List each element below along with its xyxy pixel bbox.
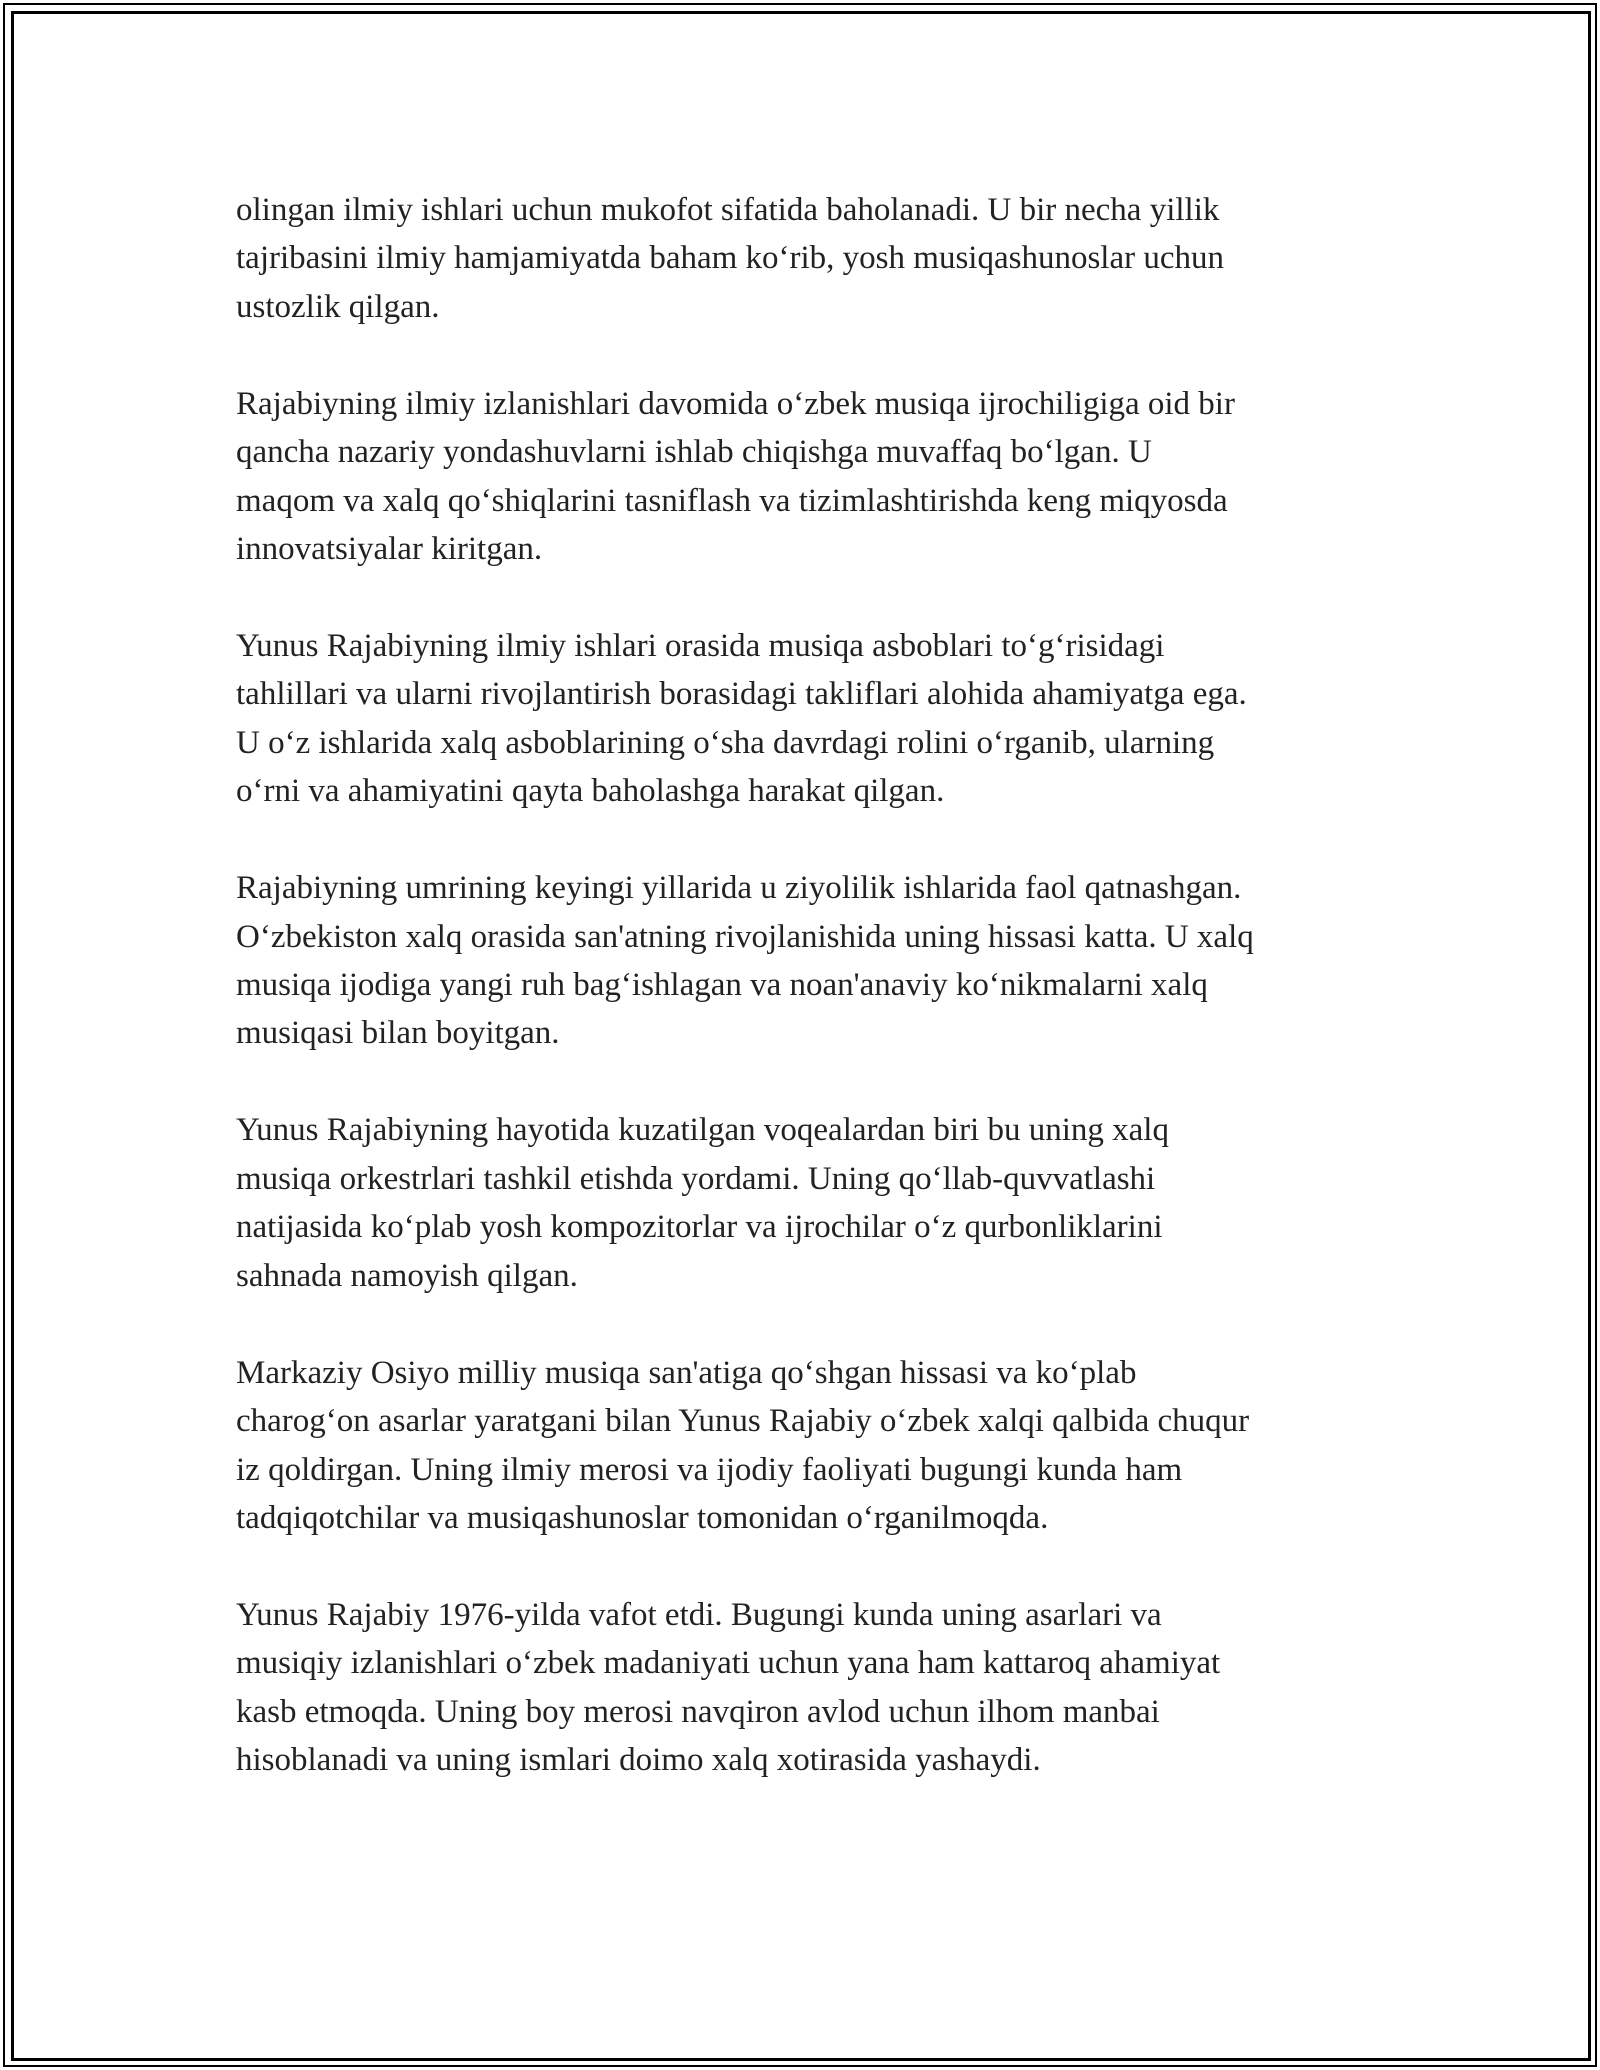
paragraph: olingan ilmiy ishlari uchun mukofot sifatida baholanadi. U bir necha yillik tajribasini ilmiy hamjamiyatda baham ko‘rib, yosh musiqashunoslar uchun ustozlik qilgan. bbox=[236, 192, 1224, 325]
paragraph: Rajabiyning ilmiy izlanishlari davomida o‘zbek musiqa ijrochiligiga oid bir qancha nazariy yondashuvlarni ishlab chiqishga muvaffaq bo‘lgan. U maqom va xalq qo‘shiqlarini tasniflash va tizimlashtirishda keng miqyosda innovatsiyalar kiritgan. bbox=[236, 385, 1235, 568]
paragraph: Markaziy Osiyo milliy musiqa san'atiga qo‘shgan hissasi va ko‘plab charog‘on asarlar yaratgani bilan Yunus Rajabiy o‘zbek xalqi qalbida chuqur iz qoldirgan. Uning ilmiy merosi va ijodiy faoliyati bugungi kunda ham tadqiqotchilar va musiqashunoslar tomonidan o‘rganilmoqda. bbox=[236, 1354, 1250, 1536]
paragraph: Yunus Rajabiyning ilmiy ishlari orasida musiqa asboblari to‘g‘risidagi tahlillari va ularni rivojlantirish borasidagi takliflari alohida ahamiyatga ega. U o‘z ishlarida xalq asboblarining o‘sha davrdagi rolini o‘rganib, ularning o‘rni va ahamiyatini qayta baholashga harakat qilgan. bbox=[236, 628, 1247, 810]
paragraph: Yunus Rajabiy 1976-yilda vafot etdi. Bugungi kunda uning asarlari va musiqiy izlanishlari o‘zbek madaniyati uchun yana ham kattaroq ahamiyat kasb etmoqda. Uning boy merosi navqiron avlod uchun ilhom manbai hisoblanadi va uning ismlari doimo xalq xotirasida yashaydi. bbox=[236, 1596, 1221, 1779]
paragraph: Yunus Rajabiyning hayotida kuzatilgan voqealardan biri bu uning xalq musiqa orkestrlari tashkil etishda yordami. Uning qo‘llab-quvvatlashi natijasida ko‘plab yosh kompozitorlar va ijrochilar o‘z qurbonliklarini sahnada namoyish qilgan. bbox=[236, 1112, 1169, 1294]
document-body bbox=[236, 186, 1386, 1833]
paragraph: Rajabiyning umrining keyingi yillarida u ziyolilik ishlarida faol qatnashgan. O‘zbekiston xalq orasida san'atning rivojlanishida uning hissasi katta. U xalq musiqa ijodiga yangi ruh bag‘ishlagan va noan'anaviy ko‘nikmalarni xalq musiqasi bilan boyitgan. bbox=[236, 870, 1254, 1052]
